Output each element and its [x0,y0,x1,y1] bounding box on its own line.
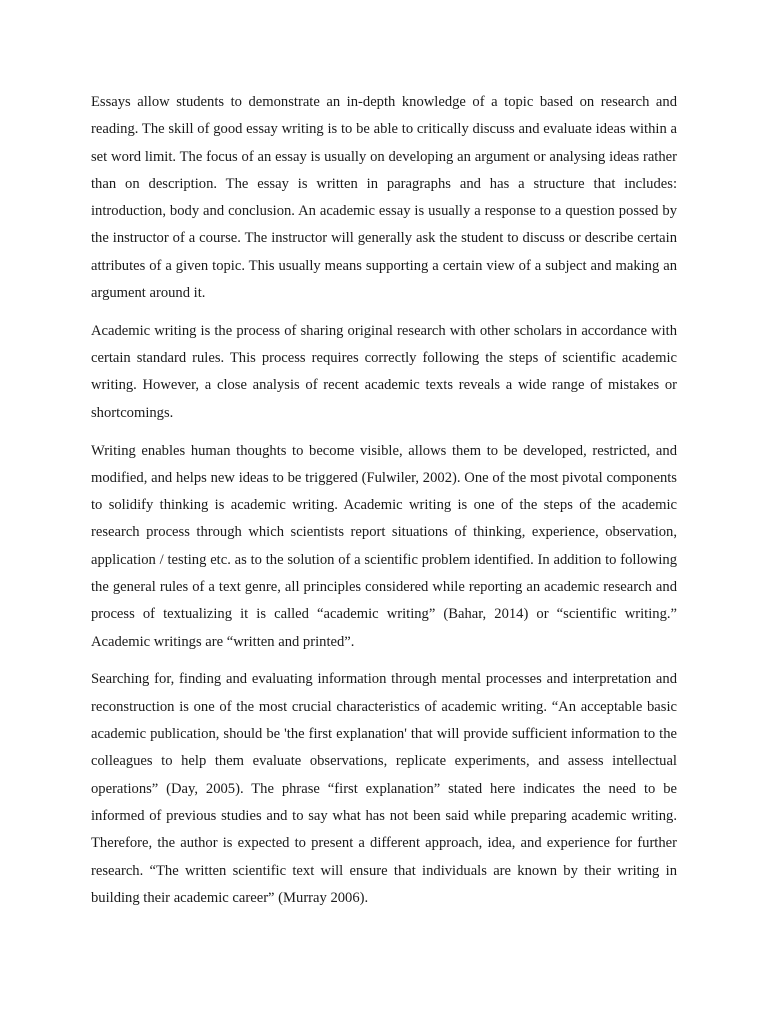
document-body [91,89,677,923]
paragraph-writing-thoughts: Writing enables human thoughts to become visible, allows them to be developed, restricted, and modified, and helps new ideas to be triggered (Fulwiler, 2002). One of the most pivotal components to solidify thinking is academic writing. Academic writing is one of the steps of the academic research process through which scientists report situations of thinking, experience, observation, application / testing etc. as to the solution of a scientific problem identified. In addition to following the general rules of a text genre, all principles considered while reporting an academic research and process of textualizing it is called “academic writing” (Bahar, 2014) or “scientific writing.” Academic writings are “written and printed”. [91,442,677,650]
paragraph-searching-information: Searching for, finding and evaluating information through mental processes and interpretation and reconstruction is one of the most crucial characteristics of academic writing. “An acceptable basic academic publication, should be 'the first explanation' that will provide sufficient information to the colleagues to help them evaluate observations, replicate experiments, and assess intellectual operations” (Day, 2005). The phrase “first explanation” stated here indicates the need to be informed of previous studies and to say what has not been said while preparing academic writing. Therefore, the author is expected to present a different approach, idea, and experience for further research. “The written scientific text will ensure that individuals are known by their writing in building their academic career” (Murray 2006). [91,671,677,906]
paragraph-academic-writing-definition: Academic writing is the process of sharing original research with other scholars in accordance with certain standard rules. This process requires correctly following the steps of scientific academic writing. However, a close analysis of recent academic texts reveals a wide range of mistakes or shortcomings. [91,322,677,421]
paragraph-essays: Essays allow students to demonstrate an in-depth knowledge of a topic based on research and reading. The skill of good essay writing is to be able to critically discuss and evaluate ideas within a set word limit. The focus of an essay is usually on developing an argument or analysing ideas rather than on description. The essay is written in paragraphs and has a structure that includes: introduction, body and conclusion. An academic essay is usually a response to a question possed by the instructor of a course. The instructor will generally ask the student to discuss or describe certain attributes of a given topic. This usually means supporting a certain view of a subject and making an argument around it. [91,94,677,302]
